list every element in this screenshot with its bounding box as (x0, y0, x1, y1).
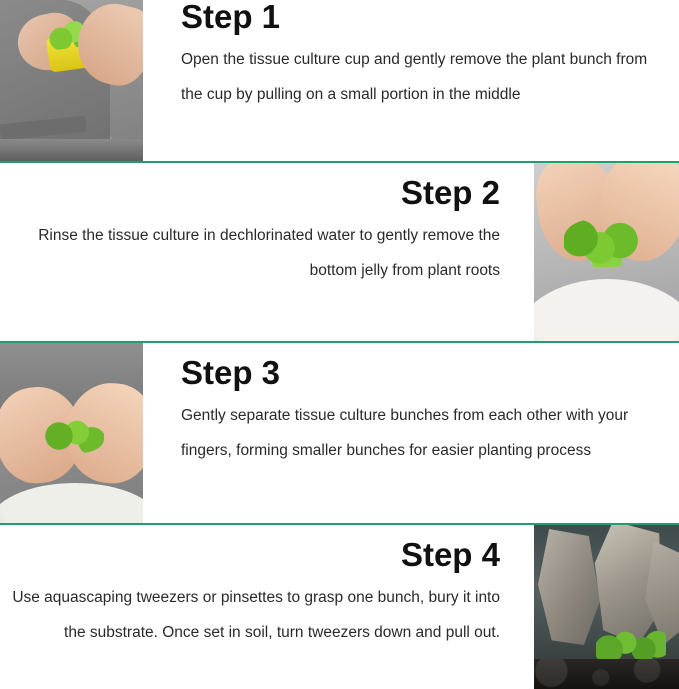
step-4-body: Use aquascaping tweezers or pinsettes to grasp one bunch, bury it into the substrate. Once set in soil, turn tweezers down and pull out. (12, 589, 500, 641)
plant-bunch-shape (564, 219, 642, 267)
step-3-body: Gently separate tissue culture bunches from each other with your fingers, forming smaller bunches for easier planting process (181, 407, 629, 459)
step-2-row (0, 163, 679, 341)
step-4-text (0, 525, 534, 689)
step-2-body: Rinse the tissue culture in dechlorinated water to gently remove the bottom jelly from plant roots (38, 227, 500, 279)
step-1-text (143, 0, 679, 161)
step-4-row (0, 525, 679, 689)
substrate-texture (534, 659, 679, 689)
photo-aquarium-rocks-with-planted-bunches (534, 525, 679, 689)
bowl-shape (534, 279, 679, 341)
step-3-text (143, 343, 679, 523)
step-4-title: Step 4 (400, 536, 500, 573)
photo-hands-rinsing-plant-in-bowl (534, 163, 679, 341)
photo-foreground-band (0, 139, 143, 161)
plant-bunch-shape (44, 419, 104, 453)
step-1-title: Step 1 (181, 0, 281, 35)
photo-hands-opening-tissue-culture-cup (0, 0, 143, 161)
step-1-body: Open the tissue culture cup and gently remove the plant bunch from the cup by pulling on a small portion in the middle (181, 51, 648, 103)
step-2-text (0, 163, 534, 341)
step-3-title: Step 3 (181, 354, 281, 391)
step-2-title: Step 2 (400, 174, 500, 211)
photo-hands-separating-plant-bunches (0, 343, 143, 523)
step-3-row (0, 343, 679, 523)
step-1-row (0, 0, 679, 161)
planted-bunches-shape (596, 623, 666, 661)
